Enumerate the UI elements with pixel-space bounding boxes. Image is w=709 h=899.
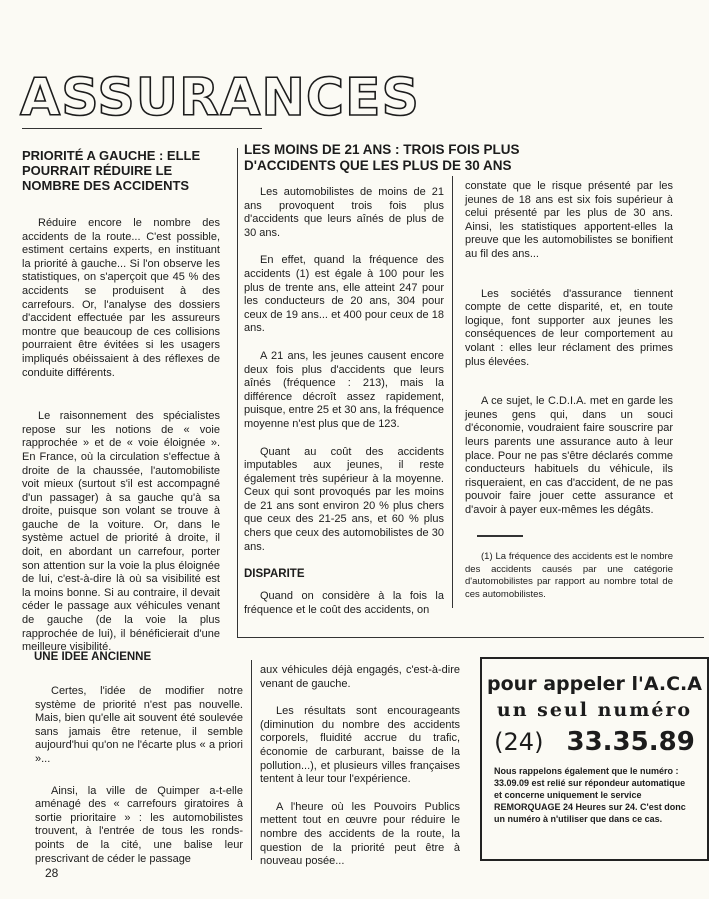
bottom-paragraph: Ainsi, la ville de Quimper a-t-elle aménagé des « carrefours giratoires à sortie prioritaire » : les automobilistes trouvent, à l'entrée de tous les ronds-points de la cité, une balise leur prescrivant de céder le passage	[35, 784, 243, 865]
ad-line-1: pour appeler l'A.C.A	[487, 673, 702, 695]
ad-phone-number: 33.35.89	[566, 727, 695, 757]
page-number: 28	[45, 866, 59, 880]
col1	[22, 148, 220, 655]
title-underline	[22, 128, 262, 129]
ad-line-2: un seul numéro	[496, 699, 693, 721]
ad-phone-code: (24)	[494, 728, 544, 756]
col2-paragraph: Quant au coût des accidents imputables aux jeunes, il reste également très supérieur à la moyenne. Ceux qui sont provoqués par les moins de 21 ans sont environ 20 % plus chers que ceux des 21-25 ans, et 60 % plus chers que ceux des automobilistes de 30 ans.	[244, 445, 444, 553]
col2-paragraph: Les automobilistes de moins de 21 ans provoquent trois fois plus d'accidents que leurs aînés de plus de 30 ans.	[244, 186, 444, 239]
col3	[465, 180, 673, 602]
bottom-paragraph: Les résultats sont encourageants (diminution du nombre des accidents corporels, fluidité accrue du trafic, économie de carburant, baisse de la pollution...), et plusieurs villes françaises tentent à leur tour l'expérience.	[260, 705, 460, 786]
bottom-subheading: UNE IDEE ANCIENNE	[34, 651, 152, 663]
footnote-rule	[477, 535, 523, 536]
column-divider	[452, 176, 453, 608]
bottom-mid	[260, 664, 460, 869]
bottom-left	[35, 651, 243, 866]
ad-phone	[482, 727, 707, 757]
col3-paragraph: Les sociétés d'assurance tiennent compte de cette disparité, et, en toute logique, font supporter aux jeunes les conséquences de leur comportement au volant : elles leur réclament des primes plus élevées.	[465, 287, 673, 368]
col1-paragraph: Réduire encore le nombre des accidents de la route... C'est possible, estiment certains experts, en instituant la priorité à gauche... Si l'on observe les statistiques, on s'aperçoit que 45 % des accidents se produisent à des carrefours. Or, l'analyse des dossiers d'accident effectuée par les assureurs montre que beaucoup de ces collisions pourraient être évitées si les usagers impliqués obéissaient à des réflexes de conduite différents.	[22, 217, 220, 379]
footnote: (1) La fréquence des accidents est le nombre des accidents causés par une catégorie d'automobilistes par rapport au nombre total de ces automobilistes.	[465, 550, 673, 601]
ad-note: Nous rappelons également que le numéro : 33.09.09 est relié sur répondeur automatique et concerne uniquement le service REMORQUAGE 24 Heures sur 24. C'est donc un numéro à n'utiliser que dans ce cas.	[494, 766, 686, 824]
bottom-paragraph: A l'heure où les Pouvoirs Publics mettent tout en œuvre pour réduire le nombre des accidents de la route, la question de la priorité peut être à nouveau posée...	[260, 800, 460, 868]
col2	[244, 186, 444, 617]
col3-paragraph: constate que le risque présenté par les jeunes de 18 ans est six fois supérieur à celui présenté par les plus de 30 ans. Ainsi, les statistiques apportent-elles la preuve que les automobilistes se bonifient au fil des ans...	[465, 180, 673, 260]
col3-paragraph: A ce sujet, le C.D.I.A. met en garde les jeunes gens qui, dans un souci d'économie, voudraient faire souscrire par leurs parents une assurance auto à leur place. Pour ne pas s'être déclarés comme conducteurs habituels du véhicule, ils risqueraient, en cas d'accident, de ne pas pouvoir faire jouer cette assurance et d'avoir à payer eux-mêmes les dégâts.	[465, 395, 673, 516]
aca-phone-ad	[480, 657, 709, 861]
col2-subheading: DISPARITE	[244, 568, 305, 581]
section-title: ASSURANCES	[20, 68, 420, 128]
col2-heading: LES MOINS DE 21 ANS : TROIS FOIS PLUS D'ACCIDENTS QUE LES PLUS DE 30 ANS	[244, 142, 520, 173]
col2-paragraph: A 21 ans, les jeunes causent encore deux fois plus d'accidents que leurs aînés (fréquence : 213), mais la différence décroît assez rapidement, puisque, entre 25 et 30 ans, la fréquence moyenne n'est plus que de 123.	[244, 349, 444, 430]
column-divider	[237, 148, 238, 638]
col1-paragraph: Le raisonnement des spécialistes repose sur les notions de « voie rapprochée » et de « voie éloignée ». En France, où la circulation s'effectue à droite de la chaussée, l'automobiliste voit mieux (surtout s'il est accompagné d'un passager) à sa gauche qu'à sa droite, puisque son volant se trouve à gauche de la voiture. Or, dans le système actuel de priorité à droite, il doit, en abordant un carrefour, porter son attention sur la voie la plus éloignée de lui, c'est-à-dire là où sa visibilité est la moins bonne. Si au contraire, il devait céder le passage aux véhicules venant de gauche (de la voie la plus rapprochée de lui), il bénéficierait d'une meilleure visibilité.	[22, 410, 220, 654]
col2-paragraph: En effet, quand la fréquence des accidents (1) est égale à 100 pour les plus de trente ans, elle atteint 247 pour les conducteurs de 20 ans, 304 pour ceux de 19 ans... et 400 pour ceux de 18 ans.	[244, 254, 444, 335]
col2-heading-wrap	[244, 142, 570, 174]
bottom-paragraph: Certes, l'idée de modifier notre système de priorité n'est pas nouvelle. Mais, bien qu'elle ait souvent été soulevée sans jamais être retenue, il semble aujourd'hui qu'on ne l'écarte plus « a priori »...	[35, 685, 243, 765]
col1-heading: PRIORITÉ A GAUCHE : ELLE POURRAIT RÉDUIRE LE NOMBRE DES ACCIDENTS	[22, 148, 201, 193]
bottom-paragraph: aux véhicules déjà engagés, c'est-à-dire venant de gauche.	[260, 664, 460, 690]
col2-paragraph: Quand on considère à la fois la fréquence et le coût des accidents, on	[244, 590, 444, 616]
column-divider	[251, 660, 252, 860]
section-rule	[238, 637, 704, 638]
